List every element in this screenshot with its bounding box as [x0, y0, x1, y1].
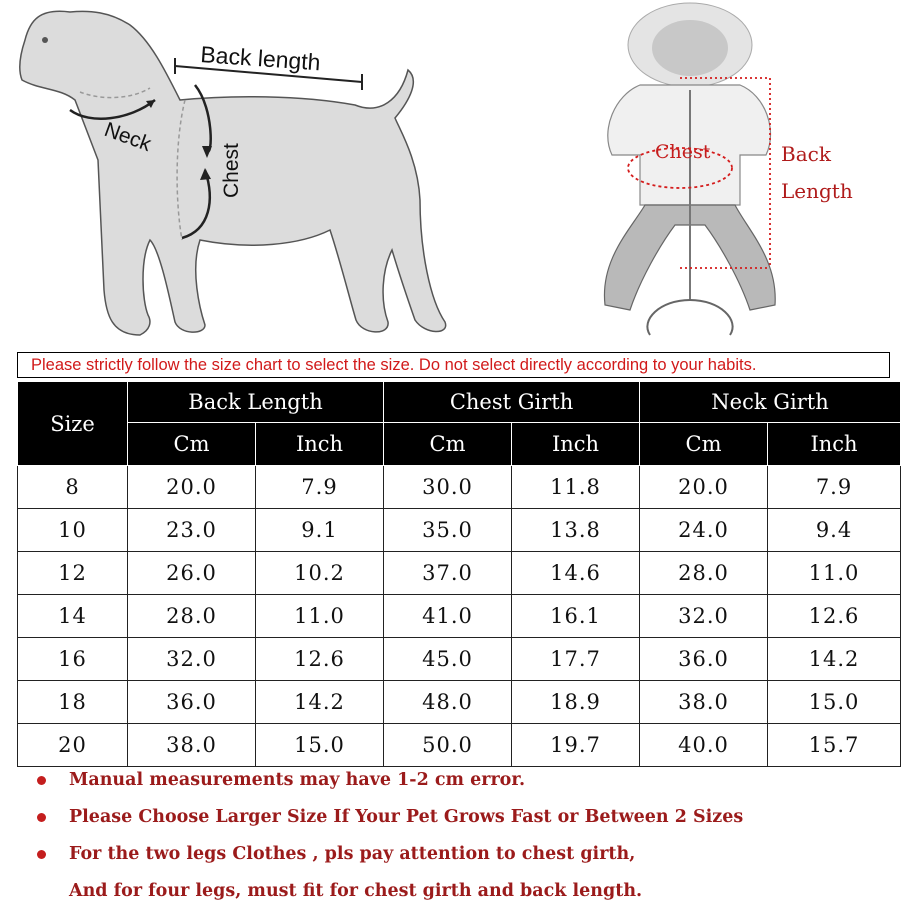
table-cell: 36.0: [128, 681, 256, 724]
table-row: [18, 509, 901, 552]
measurement-illustrations: [0, 0, 920, 350]
note-item: [30, 836, 900, 873]
table-cell: 7.9: [768, 466, 901, 509]
table-cell: 16.1: [512, 595, 640, 638]
bullet-icon: [37, 850, 46, 859]
bullet-icon: [37, 813, 46, 822]
table-cell: 12.6: [256, 638, 384, 681]
table-cell: 14.2: [768, 638, 901, 681]
table-cell: 50.0: [384, 724, 512, 767]
table-cell: 38.0: [640, 681, 768, 724]
table-cell: 15.0: [256, 724, 384, 767]
hood-inner: [652, 20, 728, 76]
unit-header: Inch: [768, 423, 901, 466]
table-cell: 35.0: [384, 509, 512, 552]
table-cell: 14: [18, 595, 128, 638]
table-cell: 11.8: [512, 466, 640, 509]
table-cell: 28.0: [128, 595, 256, 638]
coat-back-label-line2: Length: [781, 179, 853, 203]
coat-illustration: [604, 3, 852, 335]
table-cell: 28.0: [640, 552, 768, 595]
table-row: [18, 724, 901, 767]
illustration-canvas: [0, 0, 920, 350]
table-cell: 14.2: [256, 681, 384, 724]
table-cell: 14.6: [512, 552, 640, 595]
note-text: For the two legs Clothes , pls pay attention to chest girth,: [69, 844, 636, 864]
table-cell: 8: [18, 466, 128, 509]
note-text: And for four legs, must fit for chest girth and back length.: [69, 881, 643, 901]
table-cell: 15.0: [768, 681, 901, 724]
table-cell: 12: [18, 552, 128, 595]
chest-label: Chest: [220, 143, 243, 198]
table-row: [18, 681, 901, 724]
dog-eye: [42, 37, 48, 43]
table-cell: 38.0: [128, 724, 256, 767]
table-cell: 9.4: [768, 509, 901, 552]
unit-header: Cm: [128, 423, 256, 466]
table-cell: 45.0: [384, 638, 512, 681]
stand-base: [647, 300, 732, 335]
coat-chest-label: Chest: [655, 141, 711, 163]
table-row: [18, 638, 901, 681]
chest-girth-header: Chest Girth: [384, 382, 640, 423]
table-cell: 30.0: [384, 466, 512, 509]
table-cell: 20.0: [128, 466, 256, 509]
table-cell: 10.2: [256, 552, 384, 595]
table-cell: 7.9: [256, 466, 384, 509]
note-item: [30, 873, 900, 910]
neck-label: Neck: [101, 118, 155, 157]
table-cell: 32.0: [640, 595, 768, 638]
unit-header: Cm: [384, 423, 512, 466]
coat-back-label-line1: Back: [781, 142, 831, 166]
unit-header: Inch: [512, 423, 640, 466]
table-cell: 36.0: [640, 638, 768, 681]
table-cell: 40.0: [640, 724, 768, 767]
neck-girth-header: Neck Girth: [640, 382, 901, 423]
note-text: Please Choose Larger Size If Your Pet Grows Fast or Between 2 Sizes: [69, 807, 744, 827]
table-cell: 32.0: [128, 638, 256, 681]
size-header: Size: [18, 382, 128, 466]
table-cell: 48.0: [384, 681, 512, 724]
table-row: [18, 466, 901, 509]
unit-header: Inch: [256, 423, 384, 466]
unit-header: Cm: [640, 423, 768, 466]
note-item: [30, 762, 900, 799]
table-cell: 16: [18, 638, 128, 681]
table-cell: 9.1: [256, 509, 384, 552]
table-cell: 11.0: [256, 595, 384, 638]
back-length-header: Back Length: [128, 382, 384, 423]
table-cell: 23.0: [128, 509, 256, 552]
table-cell: 15.7: [768, 724, 901, 767]
back-length-label: Back length: [199, 41, 322, 76]
table-row: [18, 552, 901, 595]
table-cell: 37.0: [384, 552, 512, 595]
table-row: [18, 595, 901, 638]
bullet-icon: [37, 776, 46, 785]
table-cell: 24.0: [640, 509, 768, 552]
note-item: [30, 799, 900, 836]
notes-list: [30, 762, 900, 910]
table-cell: 11.0: [768, 552, 901, 595]
table-cell: 13.8: [512, 509, 640, 552]
table-cell: 41.0: [384, 595, 512, 638]
size-notice: Please strictly follow the size chart to select the size. Do not select directly according to your habits.: [17, 352, 890, 378]
table-cell: 18.9: [512, 681, 640, 724]
table-cell: 18: [18, 681, 128, 724]
table-cell: 26.0: [128, 552, 256, 595]
table-cell: 19.7: [512, 724, 640, 767]
size-chart-table: [17, 381, 901, 767]
table-cell: 20.0: [640, 466, 768, 509]
table-cell: 17.7: [512, 638, 640, 681]
table-cell: 10: [18, 509, 128, 552]
table-cell: 20: [18, 724, 128, 767]
table-cell: 12.6: [768, 595, 901, 638]
note-text: Manual measurements may have 1-2 cm error.: [69, 770, 526, 790]
